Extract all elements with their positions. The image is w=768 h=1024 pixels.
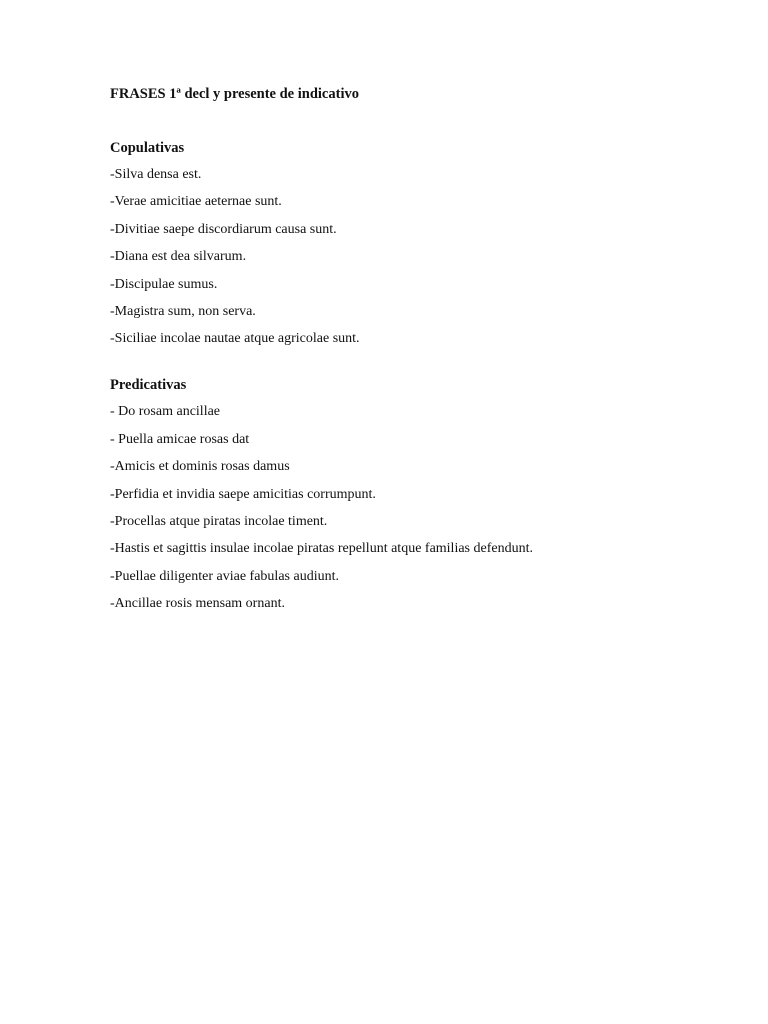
sentence-line: -Verae amicitiae aeternae sunt. xyxy=(110,194,282,210)
sentence-line: -Silva densa est. xyxy=(110,167,202,182)
sentence-line: -Hastis et sagittis insulae incolae piratas repellunt atque familias defendunt. xyxy=(110,541,533,557)
sentence-line: -Siciliae incolae nautae atque agricolae sunt. xyxy=(110,331,360,347)
section-heading: Copulativas xyxy=(110,140,185,156)
sentence-line: -Procellas atque piratas incolae timent. xyxy=(110,513,328,529)
sentence-list xyxy=(110,165,730,349)
section-copulativas xyxy=(110,138,730,349)
document-content xyxy=(110,84,730,621)
sentence-line: -Magistra sum, non serva. xyxy=(110,303,256,319)
sentence-list xyxy=(110,402,730,614)
sentence-line: - Puella amicae rosas dat xyxy=(110,431,250,447)
sentence-line: -Puellae diligenter aviae fabulas audiunt. xyxy=(110,568,339,584)
sentence-line: - Do rosam ancillae xyxy=(110,404,221,420)
sentence-line: -Diana est dea silvarum. xyxy=(110,249,247,265)
document-title: FRASES 1ª decl y presente de indicativo xyxy=(110,86,359,102)
sentence-line: -Perfidia et invidia saepe amicitias corrumpunt. xyxy=(110,486,376,502)
sentence-line: -Amicis et dominis rosas damus xyxy=(110,459,290,475)
section-predicativas xyxy=(110,375,730,614)
sentence-line: -Ancillae rosis mensam ornant. xyxy=(110,596,285,612)
sentence-line: -Discipulae sumus. xyxy=(110,276,218,292)
section-heading: Predicativas xyxy=(110,377,187,394)
sentence-line: -Divitiae saepe discordiarum causa sunt. xyxy=(110,221,337,237)
